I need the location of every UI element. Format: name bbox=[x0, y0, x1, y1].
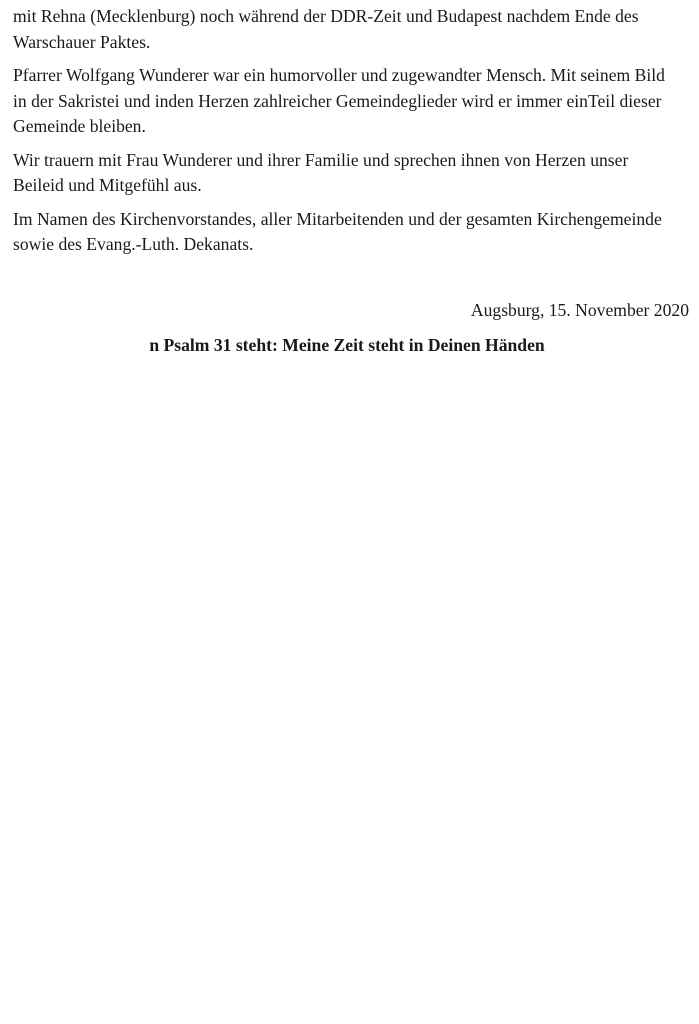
paragraph-signatories: Im Namen des Kirchenvorstandes, aller Mitarbeitenden und der gesamten Kirchengemeinde sowie des Evang.-Luth. Dekanats. bbox=[13, 208, 662, 254]
paragraph-service-history: mit Rehna (Mecklenburg) noch während der DDR-Zeit und Budapest nachdem Ende des Warschauer Paktes. bbox=[13, 6, 639, 52]
date-line: Augsburg, 15. November 2020 bbox=[470, 299, 689, 320]
paragraph-condolence: Wir trauern mit Frau Wunderer und ihrer Familie und sprechen ihnen von Herzen unser Beileid und Mitgefühl aus. bbox=[13, 149, 629, 195]
closing-psalm-line: n Psalm 31 steht: Meine Zeit steht in Deinen Händen bbox=[149, 334, 545, 355]
paragraph-character: Pfarrer Wolfgang Wunderer war ein humorvoller und zugewandter Mensch. Mit seinem Bild in der Sakristei und inden Herzen zahlreicher Gemeindeglieder wird er immer einTeil dieser Gemeinde bleiben. bbox=[13, 65, 665, 136]
